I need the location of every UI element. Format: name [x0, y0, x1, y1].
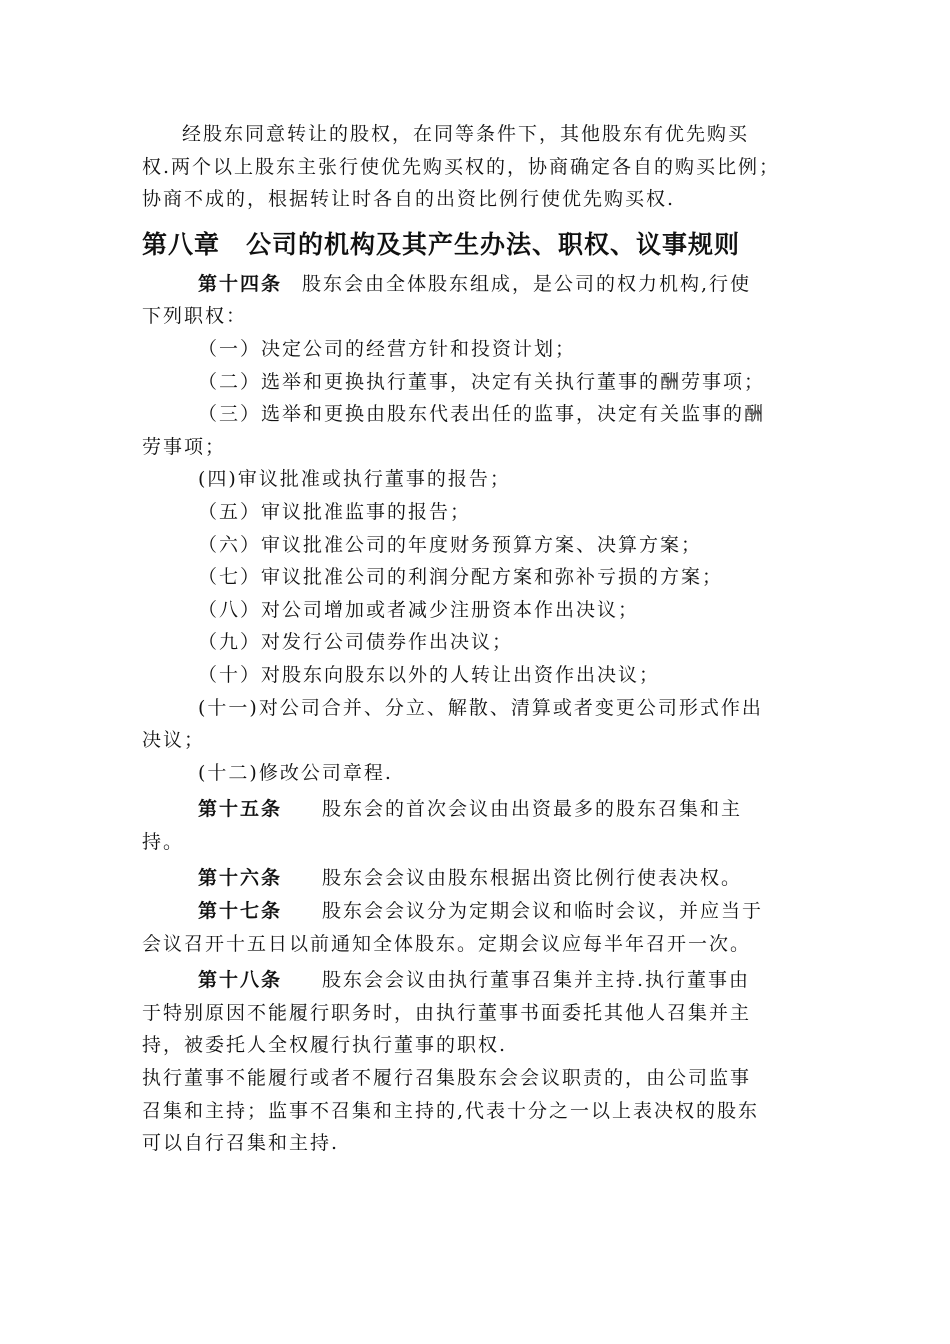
- list-item-continuation: 劳事项；: [142, 435, 227, 458]
- list-item: （六）审议批准公司的年度财务预算方案、决算方案；: [198, 533, 703, 556]
- paragraph-line: 经股东同意转让的股权，在同等条件下，其他股东有优先购买: [182, 123, 750, 145]
- article-text: 股东会的首次会议由出资最多的股东召集和主: [322, 798, 743, 821]
- list-item: （一）决定公司的经营方针和投资计划；: [198, 337, 577, 360]
- list-item: (十一)对公司合并、分立、解散、清算或者变更公司形式作出: [198, 696, 763, 719]
- paragraph-line: 可以自行召集和主持.: [142, 1132, 340, 1155]
- paragraph-line: 持，被委托人全权履行执行董事的职权.: [142, 1034, 508, 1057]
- article-text: 股东会会议由股东根据出资比例行使表决权。: [322, 867, 743, 890]
- list-item: (十二)修改公司章程.: [198, 761, 393, 784]
- article-16-line: [142, 862, 810, 895]
- document-page: [142, 118, 810, 1160]
- paragraph-line: 协商不成的，根据转让时各自的出资比例行使优先购买权.: [142, 188, 676, 211]
- list-item: （七）审议批准公司的利润分配方案和弥补亏损的方案；: [198, 566, 724, 589]
- article-label: 第十五条: [198, 798, 283, 821]
- paragraph-line: 权.两个以上股东主张行使优先购买权的，协商确定各自的购买比例；: [142, 155, 781, 178]
- list-item: （九）对发行公司债券作出决议；: [198, 631, 514, 654]
- list-item: （五）审议批准监事的报告；: [198, 500, 472, 523]
- paragraph-line: 会议召开十五日以前通知全体股东。定期会议应每半年召开一次。: [142, 932, 752, 955]
- list-item: （八）对公司增加或者减少注册资本作出决议；: [198, 598, 640, 621]
- list-item: (四)审议批准或执行董事的报告；: [198, 468, 511, 491]
- list-item: （二）选举和更换执行董事，决定有关执行董事的酬劳事项；: [198, 370, 766, 393]
- paragraph-line: 于特别原因不能履行职务时，由执行董事书面委托其他人召集并主: [142, 1001, 752, 1024]
- paragraph-line: 持。: [142, 830, 185, 853]
- list-item: （三）选举和更换由股东代表出任的监事，决定有关监事的酬: [198, 403, 766, 426]
- paragraph-line: 执行董事不能履行或者不履行召集股东会会议职责的，由公司监事: [142, 1067, 752, 1090]
- article-18-line: [142, 964, 810, 997]
- article-label: 第十七条: [198, 900, 283, 923]
- paragraph-line: 召集和主持；监事不召集和主持的,代表十分之一以上表决权的股东: [142, 1099, 760, 1122]
- article-text: 股东会会议由执行董事召集并主持.执行董事由: [322, 969, 751, 992]
- article-label: 第十六条: [198, 867, 283, 890]
- article-text: 股东会会议分为定期会议和临时会议，并应当于: [322, 900, 764, 923]
- article-14-line: [142, 268, 810, 301]
- article-17-line: [142, 895, 810, 928]
- article-label: 第十四条: [198, 272, 283, 295]
- article-text: 股东会由全体股东组成，是公司的权力机构,行使: [302, 272, 752, 295]
- list-item: （十）对股东向股东以外的人转让出资作出决议；: [198, 663, 661, 686]
- article-15-line: [142, 793, 810, 826]
- list-item-continuation: 决议；: [142, 729, 206, 752]
- paragraph-line: 下列职权：: [142, 305, 248, 328]
- chapter-heading: 第八章 公司的机构及其产生办法、职权、议事规则: [142, 229, 741, 259]
- article-label: 第十八条: [198, 969, 283, 992]
